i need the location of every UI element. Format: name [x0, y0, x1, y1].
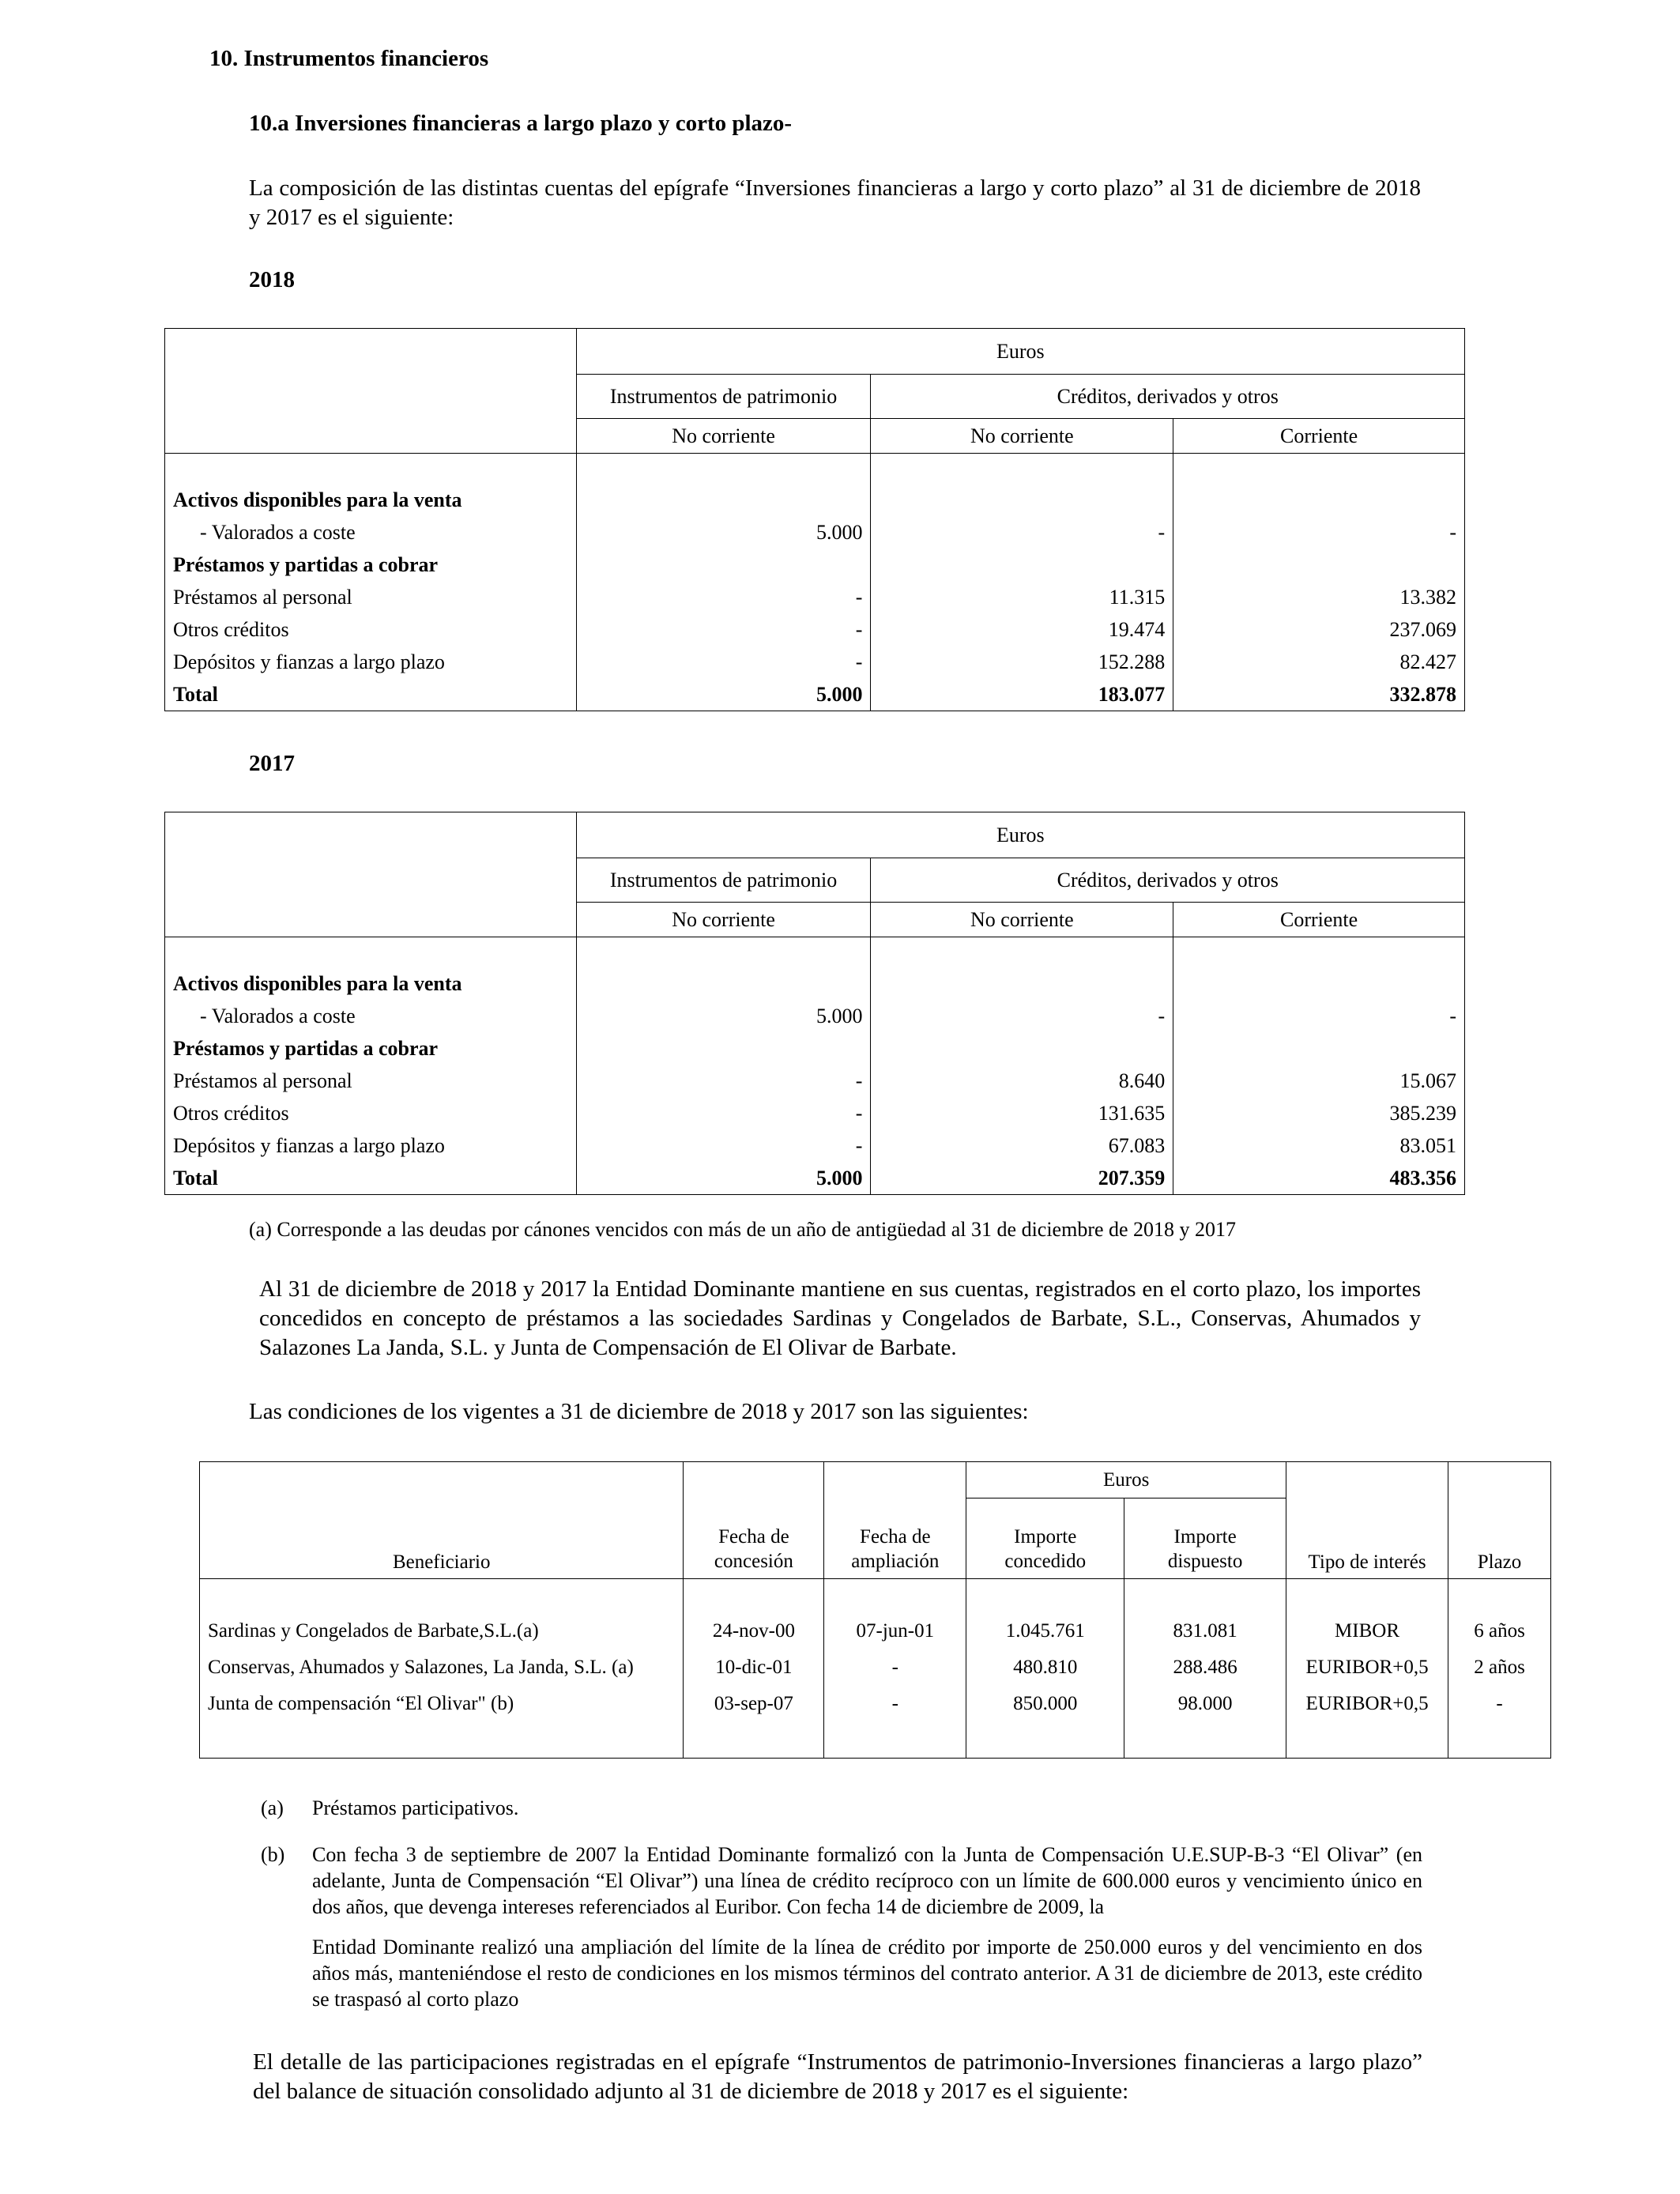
header-no-corriente: No corriente [871, 903, 1173, 937]
footnote-b-mark: (b) [261, 1843, 285, 1866]
section-heading: 10. Instrumentos financieros [209, 46, 489, 71]
header-fecha-concesion: Fecha de concesión [684, 1462, 824, 1579]
table-total-row: Total 5.000 207.359 483.356 [165, 1162, 1465, 1195]
table-total-row: Total 5.000 183.077 332.878 [165, 678, 1465, 711]
footnote-a-mark: (a) [261, 1796, 284, 1819]
table-row: Otros créditos - 131.635 385.239 [165, 1097, 1465, 1129]
table-corner [165, 329, 577, 454]
table-row: Junta de compensación “El Olivar" (b) 03-sep-07 - 850.000 98.000 EURIBOR+0,5 - [200, 1686, 1551, 1722]
table-row: Conservas, Ahumados y Salazones, La Janda, S.L. (a) 10-dic-01 - 480.810 288.486 EURIBOR+0,5 2 años [200, 1649, 1551, 1686]
paragraph-loans: Al 31 de diciembre de 2018 y 2017 la Entidad Dominante mantiene en sus cuentas, registrados en el corto plazo, los importes concedidos en concepto de préstamos a las sociedades Sardinas y Congelados de Barbate, S.L., Conservas, Ahumados y Salazones La Janda, S.L. y Junta de Compensación de El Olivar de Barbate. [259, 1276, 1421, 1360]
footnote-a-text: Préstamos participativos. [312, 1796, 519, 1819]
table-row: Depósitos y fianzas a largo plazo - 152.288 82.427 [165, 646, 1465, 678]
year-label-2017: 2017 [249, 751, 295, 776]
table-row: Préstamos y partidas a cobrar [165, 1032, 1465, 1065]
table-2017 [164, 812, 1465, 1195]
table-row: Depósitos y fianzas a largo plazo - 67.083 83.051 [165, 1129, 1465, 1162]
header-corriente: Corriente [1173, 903, 1465, 937]
header-fecha-ampliacion: Fecha de ampliación [824, 1462, 966, 1579]
header-no-corriente: No corriente [871, 419, 1173, 454]
header-corriente: Corriente [1173, 419, 1465, 454]
table-corner [165, 812, 577, 937]
loans-table [199, 1461, 1551, 1759]
subsection-heading: 10.a Inversiones financieras a largo plazo y corto plazo- [249, 111, 793, 136]
table-row: Sardinas y Congelados de Barbate,S.L.(a) 24-nov-00 07-jun-01 1.045.761 831.081 MIBOR 6 años [200, 1613, 1551, 1649]
table-row: Préstamos al personal - 11.315 13.382 [165, 581, 1465, 613]
header-euros: Euros [576, 329, 1464, 375]
table-row: Préstamos y partidas a cobrar [165, 548, 1465, 581]
paragraph-participaciones: El detalle de las participaciones registradas en el epígrafe “Instrumentos de patrimonio-Inversiones financieras a largo plazo” del balance de situación consolidado adjunto al 31 de diciembre de 2018 y 2017 es el siguiente: [253, 2049, 1422, 2104]
header-tipo-interes: Tipo de interés [1286, 1462, 1448, 1579]
table-row: - Valorados a coste 5.000 - - [165, 1000, 1465, 1032]
header-euros: Euros [576, 812, 1464, 858]
table-row: Préstamos al personal - 8.640 15.067 [165, 1065, 1465, 1097]
header-patrimonio: Instrumentos de patrimonio [576, 375, 871, 419]
intro-paragraph: La composición de las distintas cuentas del epígrafe “Inversiones financieras a largo y corto plazo” al 31 de diciembre de 2018 y 2017 es el siguiente: [249, 175, 1421, 230]
paragraph-conditions: Las condiciones de los vigentes a 31 de diciembre de 2018 y 2017 son las siguientes: [249, 1399, 1029, 1424]
header-importe-dispuesto: Importe dispuesto [1124, 1498, 1286, 1579]
header-creditos: Créditos, derivados y otros [871, 375, 1465, 419]
table-row: Activos disponibles para la venta [165, 484, 1465, 516]
header-creditos: Créditos, derivados y otros [871, 858, 1465, 903]
header-beneficiario: Beneficiario [200, 1462, 684, 1579]
table-row: - Valorados a coste 5.000 - - [165, 516, 1465, 548]
table-note-a: (a) Corresponde a las deudas por cánones vencidos con más de un año de antigüedad al 31 de diciembre de 2018 y 2017 [249, 1218, 1237, 1241]
header-patrimonio: Instrumentos de patrimonio [576, 858, 871, 903]
year-label-2018: 2018 [249, 267, 295, 292]
header-no-corriente: No corriente [576, 903, 871, 937]
header-no-corriente: No corriente [576, 419, 871, 454]
header-plazo: Plazo [1448, 1462, 1551, 1579]
table-row: Activos disponibles para la venta [165, 967, 1465, 1000]
table-row: Otros créditos - 19.474 237.069 [165, 613, 1465, 646]
header-euros: Euros [966, 1462, 1286, 1498]
table-2018 [164, 328, 1465, 711]
footnote-b-text: Con fecha 3 de septiembre de 2007 la Entidad Dominante formalizó con la Junta de Compensación U.E.SUP-B-3 “El Olivar” (en adelante, Junta de Compensación “El Olivar”) una línea de crédito recíproco con un límite de 600.000 euros y vencimiento único en dos años, que devenga intereses referenciados al Euribor. Con fecha 14 de diciembre de 2009, la [312, 1843, 1422, 1918]
header-importe-concedido: Importe concedido [966, 1498, 1124, 1579]
footnote-b-text-continued: Entidad Dominante realizó una ampliación del límite de la línea de crédito por importe de 250.000 euros y del vencimiento en dos años más, manteniéndose el resto de condiciones en los mismos términos del contrato anterior. A 31 de diciembre de 2013, este crédito se traspasó al corto plazo [312, 1936, 1422, 2011]
